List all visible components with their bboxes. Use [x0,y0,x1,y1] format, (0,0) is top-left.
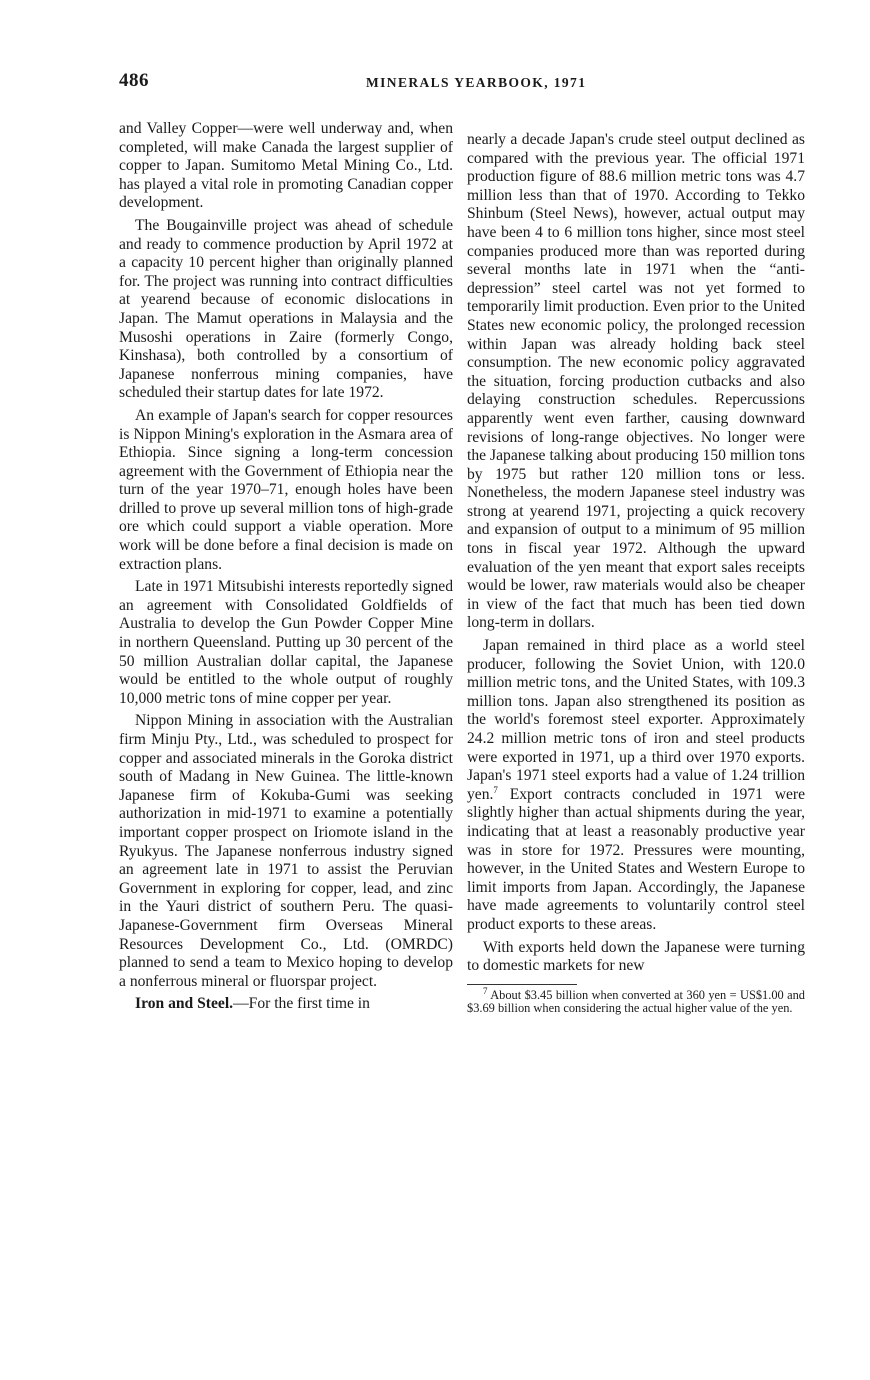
paragraph: Nippon Mining in association with the Australian firm Minju Pty., Ltd., was scheduled to prospect for copper and associated minerals in the Goroka district south of Madang in New Guinea. The little-known Japanese firm of Kokuba-Gumi was seeking authorization in mid-1971 to examine a potentially important copper prospect on Iriomote island in the Ryukyus. The Japanese nonferrous industry signed an agreement late in 1971 to assist the Peruvian Government in exploring for copper, lead, and zinc in the Yauri district of southern Peru. The quasi-Japanese-Government firm Overseas Mineral Resources Development Co., Ltd. (OMRDC) planned to send a team to Mexico hoping to develop a nonferrous mineral or fluorspar project. [119,712,453,990]
left-column [119,120,453,1018]
paragraph [467,637,805,935]
section-heading: Iron and Steel. [135,995,234,1013]
footnote-reference: 7 [493,784,498,795]
paragraph: With exports held down the Japanese were turning to domestic markets for new [467,938,805,975]
paragraph: nearly a decade Japan's crude steel output declined as compared with the previous year. The official 1971 production figure of 88.6 million metric tons was 4.7 million less than that of 1970. According to Tekko Shinbum (Steel News), however, actual output may have been 4 to 6 million tons higher, since most steel companies produced more than was reported during several months late in 1971 when the “anti-depression” steel cartel was not yet formed to temporarily limit production. Even prior to the United States new economic policy, the prolonged recession within Japan was already holding back steel consumption. The new economic policy aggravated the situation, forcing production cutbacks and also delaying construction schedules. Repercussions apparently went even farther, causing downward revisions of long-range objectives. No longer were the Japanese talking about producing 150 million tons by 1975 but rather 120 million tons or less. Nonetheless, the modern Japanese steel industry was strong at yearend 1971, projecting a quick recovery and expansion of output to a minimum of 95 million tons in fiscal year 1972. Although the upward evaluation of the yen meant that export sales receipts would be lower, raw materials would also be cheaper in view of the fact that much has been tied down long-term in dollars. [467,131,805,632]
page-number: 486 [119,70,149,91]
footnote [467,985,805,1016]
paragraph-text: Japan remained in third place as a world steel producer, following the Soviet Union, with 120.0 million metric tons, and the United States, with 109.3 million tons. Japan also strengthened its position as the world's foremost steel exporter. Approximately 24.2 million metric tons of iron and steel products were exported in 1971, up a third over 1970 exports. Japan's 1971 steel exports had a value of 1.24 trillion yen. [467,637,805,803]
paragraph: An example of Japan's search for copper resources is Nippon Mining's exploration in the Asmara area of Ethiopia. Since signing a long-term concession agreement with the Government of Ethiopia near the turn of the year 1970–71, enough holes have been drilled to prove up several million tons of high-grade ore which could support a viable operation. More work will be done before a final decision is made on extraction plans. [119,406,453,573]
running-head: MINERALS YEARBOOK, 1971 [366,75,587,90]
paragraph: The Bougainville project was ahead of schedule and ready to commence production by April 1972 at a capacity 10 percent higher than originally planned for. The project was running into contract difficulties at yearend because of economic dislocations in Japan. The Mamut operations in Malaysia and the Musoshi operations in Zaire (formerly Congo, Kinshasa), both controlled by a consortium of Japanese nonferrous mining companies, have scheduled their startup dates for late 1972. [119,216,453,402]
section-paragraph [119,995,453,1014]
right-column [467,131,805,1020]
paragraph: and Valley Copper—were well underway and, when completed, will make Canada the largest supplier of copper to Japan. Sumitomo Metal Mining Co., Ltd. has played a vital role in promoting Canadian copper development. [119,120,453,212]
footnote-divider [467,984,577,985]
paragraph-text: Export contracts concluded in 1971 were slightly higher than actual shipments during the year, indicating that at least a reasonably productive year was in store for 1972. Pressures were mounting, however, in the United States and Western Europe to limit imports from Japan. Accordingly, the Japanese have made agreements to voluntarily control steel product exports to these areas. [467,785,805,933]
paragraph: Late in 1971 Mitsubishi interests reportedly signed an agreement with Consolidated Goldfields of Australia to develop the Gun Powder Copper Mine in northern Queensland. Putting up 30 percent of the 50 million Australian dollar capital, the Japanese would be entitled to the whole output of roughly 10,000 metric tons of mine copper per year. [119,578,453,707]
footnote-mark: 7 [483,985,488,996]
paragraph-text: —For the first time in [233,995,370,1013]
footnote-text: About $3.45 billion when converted at 360 yen = US$1.00 and $3.69 billion when considering the actual higher value of the yen. [467,987,805,1016]
